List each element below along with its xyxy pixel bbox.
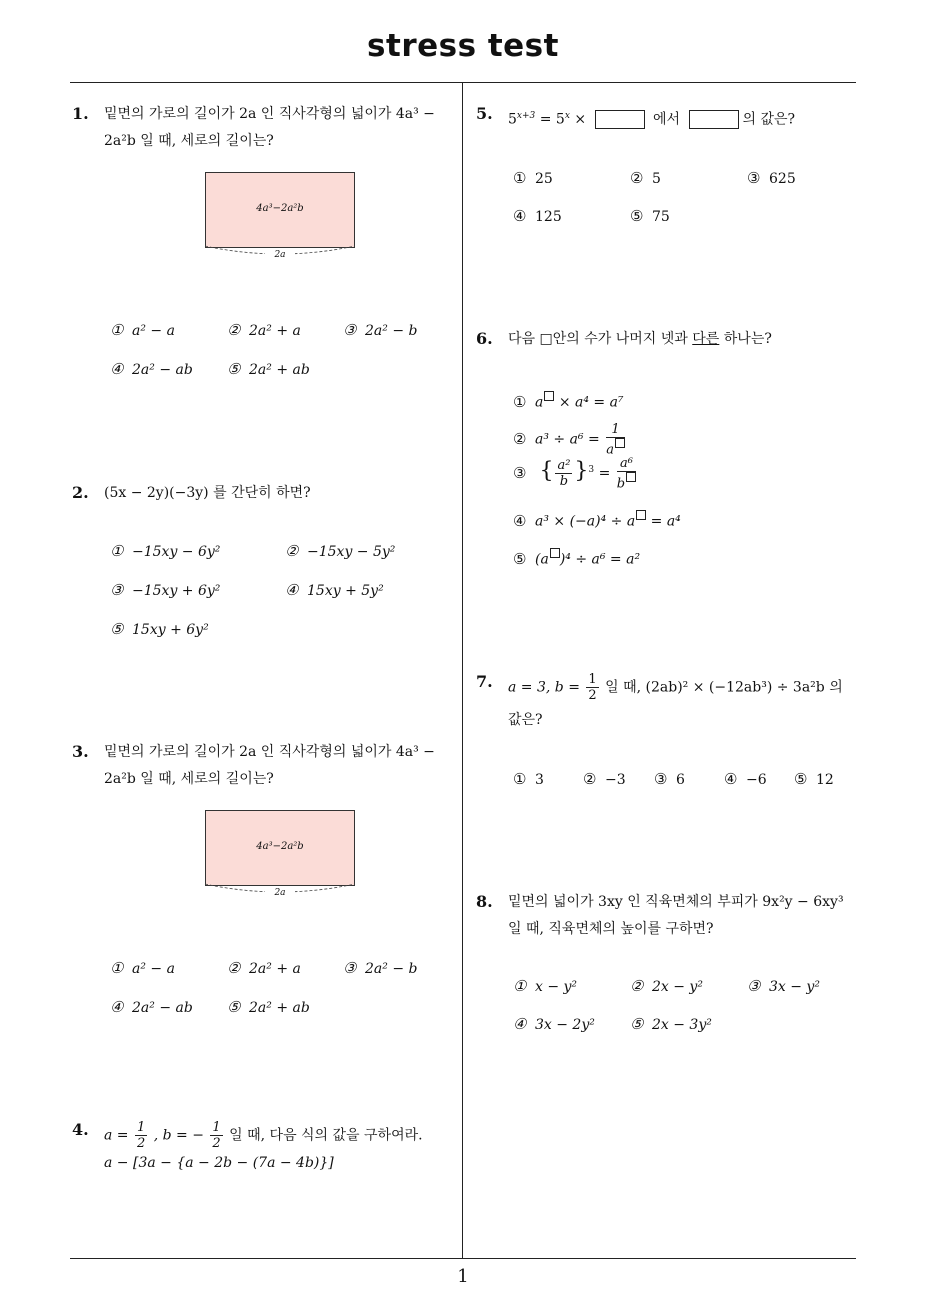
option-marker: ④ — [513, 207, 527, 225]
column-divider — [462, 83, 463, 1259]
option-marker: ① — [513, 169, 527, 187]
underlined-word: 다른 — [692, 331, 720, 347]
option-text: 2x − 3y² — [652, 1017, 712, 1033]
question-text: (5x − 2y)(−3y) 를 간단히 하면? — [104, 485, 311, 501]
figure-dimension-label: 2a — [265, 250, 295, 260]
option-text: = a⁴ — [650, 513, 681, 530]
question-text — [508, 326, 772, 353]
option-text: 12 — [816, 772, 834, 788]
option-text: 2x − y² — [652, 979, 703, 995]
equals-part: = 5 — [539, 111, 565, 128]
option-marker: ⑤ — [227, 998, 241, 1016]
option-4[interactable] — [513, 510, 681, 530]
option-text: 625 — [769, 171, 796, 187]
fraction-numerator: 1 — [606, 422, 625, 438]
option-marker: ④ — [513, 511, 527, 530]
option-marker: ③ — [747, 169, 761, 187]
question-number: 2. — [72, 483, 89, 502]
fraction-denominator: 2 — [212, 1136, 221, 1151]
page-title: stress test — [367, 28, 559, 64]
page-number: 1 — [457, 1266, 469, 1287]
option-marker: ④ — [110, 360, 124, 378]
option-text: 3 — [535, 772, 544, 788]
option-text: )⁴ ÷ a⁶ = a² — [559, 551, 641, 568]
option-marker: ③ — [747, 977, 761, 995]
option-marker: ⑤ — [513, 549, 527, 568]
option-text: 2a² + ab — [249, 1000, 310, 1016]
option-2[interactable] — [227, 959, 301, 977]
denominator-base: b — [616, 476, 626, 492]
question-text — [104, 1120, 423, 1151]
option-5[interactable] — [227, 998, 310, 1016]
option-5[interactable] — [630, 1015, 712, 1033]
fraction-half — [586, 672, 598, 703]
option-2[interactable] — [285, 542, 395, 560]
option-1[interactable] — [110, 959, 175, 977]
option-text: 25 — [535, 171, 553, 187]
option-marker: ⑤ — [110, 620, 124, 638]
option-4[interactable] — [110, 360, 193, 378]
option-text: × a⁴ = a⁷ — [558, 394, 624, 411]
option-text: 3x − 2y² — [535, 1017, 595, 1033]
question-text: 밑면의 넓이가 3xy 인 직육면체의 부피가 9x²y − 6xy³ — [508, 894, 844, 910]
option-text: 2a² − b — [365, 323, 418, 339]
option-marker: ② — [630, 169, 644, 187]
fraction-numerator: 1 — [136, 1120, 146, 1135]
option-2[interactable] — [630, 169, 661, 187]
expression: a − [3a − {a − 2b − (7a − 4b)}] — [104, 1155, 334, 1171]
question-number: 5. — [476, 104, 493, 123]
fraction-half — [210, 1120, 222, 1151]
blank-box[interactable] — [689, 110, 739, 129]
option-text: 2a² + ab — [249, 362, 310, 378]
option-marker: ① — [110, 542, 124, 560]
option-3[interactable] — [110, 581, 220, 599]
option-text: 6 — [676, 772, 685, 788]
left-brace: { — [539, 458, 554, 484]
option-marker: ③ — [343, 321, 357, 339]
option-text: 2a² + a — [249, 961, 301, 977]
question-number: 7. — [476, 672, 493, 691]
option-text: 125 — [535, 209, 562, 225]
option-marker: ⑤ — [630, 1015, 644, 1033]
option-marker: ⑤ — [794, 770, 808, 788]
option-5[interactable] — [110, 620, 209, 638]
option-1[interactable] — [513, 169, 553, 187]
question-text-part: 하나는? — [723, 331, 772, 347]
question-text-tail: 일 때, 다음 식의 값을 구하여라. — [229, 1127, 423, 1144]
option-marker: ④ — [724, 770, 738, 788]
option-text: 2a² + a — [249, 323, 301, 339]
option-marker: ③ — [110, 581, 124, 599]
question-text: 밑면의 가로의 길이가 2a 인 직사각형의 넓이가 4a³ − — [104, 106, 435, 122]
blank-square — [550, 548, 560, 558]
option-4[interactable] — [513, 1015, 595, 1033]
option-2[interactable] — [513, 422, 627, 457]
option-text: x − y² — [535, 979, 578, 995]
option-marker: ① — [110, 321, 124, 339]
fraction-denominator: 2 — [588, 688, 597, 703]
denominator-base: a — [606, 442, 614, 458]
option-marker: ④ — [513, 1015, 527, 1033]
times-sign: × — [574, 111, 587, 128]
option-marker: ⑤ — [227, 360, 241, 378]
fraction-denominator: 2 — [136, 1136, 146, 1151]
question-number: 8. — [476, 892, 493, 911]
blank-square — [544, 391, 554, 401]
option-marker: ① — [513, 977, 527, 995]
equals-sign: = — [598, 465, 611, 482]
option-marker: ② — [285, 542, 299, 560]
option-text: 2a² − ab — [132, 1000, 193, 1016]
fraction-numerator: a⁶ — [617, 456, 636, 472]
option-4[interactable] — [724, 770, 767, 788]
option-4[interactable] — [513, 207, 562, 225]
option-marker: ⑤ — [630, 207, 644, 225]
question-text: 2a²b 일 때, 세로의 길이는? — [104, 133, 274, 149]
option-1[interactable] — [513, 770, 544, 788]
option-4[interactable] — [110, 998, 193, 1016]
rectangle-figure — [205, 172, 355, 248]
header-rule — [70, 82, 856, 83]
option-marker: ① — [513, 392, 527, 411]
option-3[interactable] — [654, 770, 685, 788]
fraction-denominator: b — [559, 474, 569, 490]
option-text: −15xy − 5y² — [307, 544, 396, 560]
option-5[interactable] — [630, 207, 670, 225]
fraction — [555, 458, 572, 489]
fraction — [617, 456, 636, 491]
option-4[interactable] — [285, 581, 384, 599]
question-number: 1. — [72, 104, 89, 123]
option-text: 75 — [652, 209, 670, 225]
question-text — [508, 672, 843, 703]
question-number: 3. — [72, 742, 89, 761]
option-3[interactable] — [343, 959, 417, 977]
exponent: x+3 — [516, 111, 536, 121]
option-text: −15xy + 6y² — [132, 583, 221, 599]
option-2[interactable] — [630, 977, 703, 995]
rectangle-figure — [205, 810, 355, 886]
exponent: x — [564, 111, 570, 121]
question-number: 4. — [72, 1120, 89, 1139]
option-text: −3 — [605, 772, 626, 788]
option-text: a² − a — [132, 323, 175, 339]
option-marker: ④ — [110, 998, 124, 1016]
b-equals: , b = − — [153, 1127, 204, 1144]
fraction-numerator: 1 — [588, 672, 597, 687]
fraction-half — [135, 1120, 147, 1151]
figure-area-label: 4a³−2a²b — [256, 203, 304, 214]
option-2[interactable] — [583, 770, 626, 788]
option-text: 2a² − b — [365, 961, 418, 977]
option-text: −6 — [746, 772, 767, 788]
question-text-part: 에서 — [652, 111, 681, 128]
option-text: −15xy − 6y² — [132, 544, 221, 560]
option-text: 5 — [652, 171, 661, 187]
blank-box[interactable] — [595, 110, 645, 129]
option-marker: ② — [630, 977, 644, 995]
figure-area-label: 4a³−2a²b — [256, 841, 304, 852]
option-text: a² − a — [132, 961, 175, 977]
option-2[interactable] — [227, 321, 301, 339]
question-text: 2a²b 일 때, 세로의 길이는? — [104, 771, 274, 787]
option-marker: ② — [513, 429, 527, 448]
blank-square — [626, 472, 636, 482]
question-text: 일 때, 직육면체의 높이를 구하면? — [508, 921, 714, 937]
a-equals: a = — [104, 1127, 129, 1144]
option-1[interactable] — [110, 321, 175, 339]
question-text: 밑면의 가로의 길이가 2a 인 직사각형의 넓이가 4a³ − — [104, 744, 435, 760]
option-marker: ③ — [654, 770, 668, 788]
fraction-numerator: 1 — [212, 1120, 221, 1135]
option-5[interactable] — [227, 360, 310, 378]
fraction-denominator — [606, 438, 625, 457]
option-text: 15xy + 5y² — [307, 583, 384, 599]
question-text-part: 다음 □안의 수가 나머지 넷과 — [508, 331, 688, 347]
option-5[interactable] — [794, 770, 834, 788]
base: 5 — [508, 111, 517, 128]
option-text: 2a² − ab — [132, 362, 193, 378]
option-marker: ④ — [285, 581, 299, 599]
right-brace: } — [574, 458, 589, 484]
blank-square — [636, 510, 646, 520]
option-1[interactable] — [513, 977, 577, 995]
option-3[interactable] — [343, 321, 417, 339]
option-3[interactable] — [747, 169, 796, 187]
figure-dimension-label: 2a — [265, 888, 295, 898]
option-1[interactable]: ① a × a⁴ = a⁷ — [513, 392, 624, 411]
option-text: 3x − y² — [769, 979, 820, 995]
option-5[interactable]: ⑤ (a )⁴ ÷ a⁶ = a² — [513, 549, 641, 568]
option-marker: ② — [583, 770, 597, 788]
footer-rule — [70, 1258, 856, 1259]
option-marker: ③ — [343, 959, 357, 977]
fraction-denominator — [617, 472, 636, 491]
option-3[interactable] — [747, 977, 820, 995]
option-text: a³ × (−a)⁴ ÷ a — [535, 513, 636, 530]
option-text: 15xy + 6y² — [132, 622, 209, 638]
question-text — [508, 103, 795, 134]
question-text-part: a = 3, b = — [508, 679, 580, 696]
blank-square — [615, 438, 625, 448]
exponent: 3 — [588, 465, 595, 476]
question-number: 6. — [476, 329, 493, 348]
option-marker: ③ — [513, 463, 527, 482]
option-text: a³ ÷ a⁶ = — [535, 431, 600, 448]
option-marker: ② — [227, 321, 241, 339]
option-3[interactable] — [513, 456, 638, 491]
question-text-part: 일 때, (2ab)² × (−12ab³) ÷ 3a²b 의 — [605, 679, 843, 696]
question-text: 값은? — [508, 712, 543, 728]
option-marker: ① — [110, 959, 124, 977]
option-marker: ② — [227, 959, 241, 977]
fraction-numerator: a² — [557, 458, 571, 474]
option-1[interactable] — [110, 542, 220, 560]
option-marker: ① — [513, 770, 527, 788]
fraction — [606, 422, 625, 457]
question-text-part: 의 값은? — [742, 111, 796, 128]
